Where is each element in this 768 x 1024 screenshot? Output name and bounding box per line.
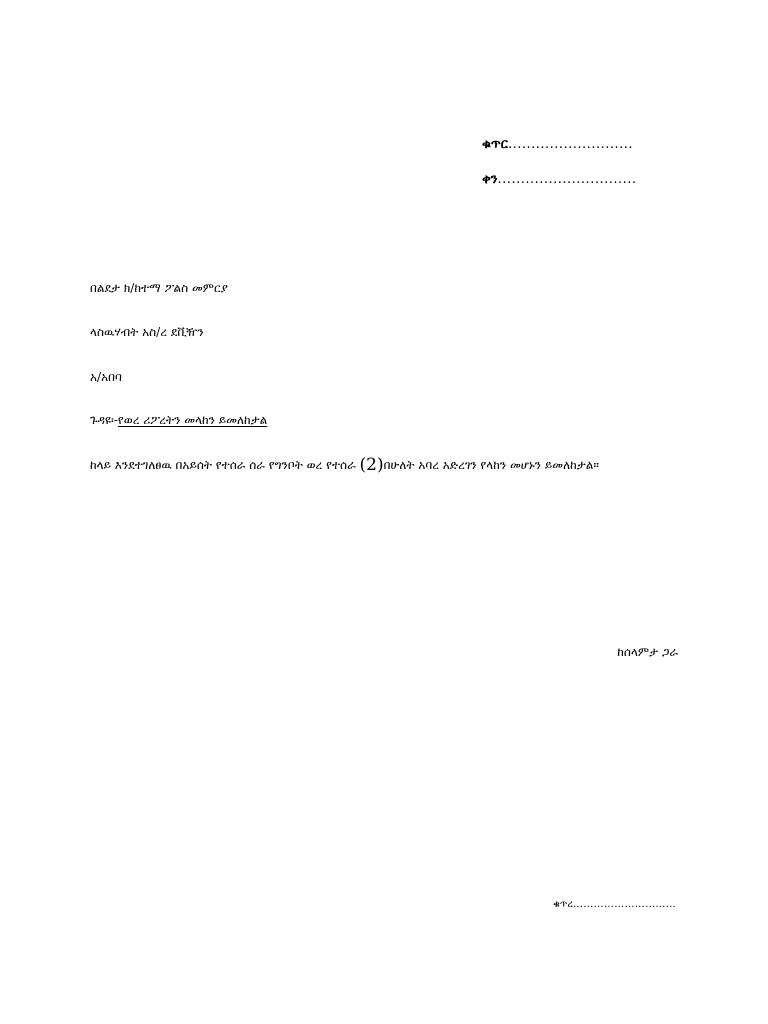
footer-reference-label: ቁጥረ bbox=[552, 899, 573, 910]
body-text-start: ከላይ እንደተገለፀዉ በአይሰት የተሰራ ሰራ የግንቦት ወረ የተሰራ bbox=[90, 458, 360, 472]
date-line bbox=[482, 173, 637, 186]
subject-label: ጉዳዩ፡- bbox=[90, 413, 118, 427]
footer-reference-line bbox=[553, 900, 676, 910]
reference-number-label: ቁጥር bbox=[482, 137, 508, 152]
body-text-end: በሁለት አባረ አድረገን የላከን መሆኑን ይመለከታል። bbox=[383, 458, 599, 472]
date-label: ቀን bbox=[482, 172, 498, 187]
body-paragraph bbox=[90, 457, 599, 474]
subject-text: የወረ ሪፖረትን መላከን ይመለከታል bbox=[117, 413, 268, 427]
reference-number-line bbox=[482, 138, 633, 151]
subject-line bbox=[90, 414, 267, 426]
footer-reference-blank: ………………………… bbox=[573, 899, 676, 910]
date-blank: .............................. bbox=[497, 172, 637, 187]
recipient-line-2: ላስዉሃብት አስ/ረ ደቪዥን bbox=[90, 325, 204, 339]
recipient-line-1: በልደታ ክ/ከተማ ፖልስ መምርያ bbox=[90, 281, 228, 295]
body-number: (2) bbox=[359, 455, 384, 475]
reference-number-blank: ........................... bbox=[507, 137, 634, 152]
closing-greeting: ከሰላምታ ጋራ bbox=[617, 645, 678, 659]
recipient-line-3: አ/አበባ bbox=[90, 370, 122, 384]
